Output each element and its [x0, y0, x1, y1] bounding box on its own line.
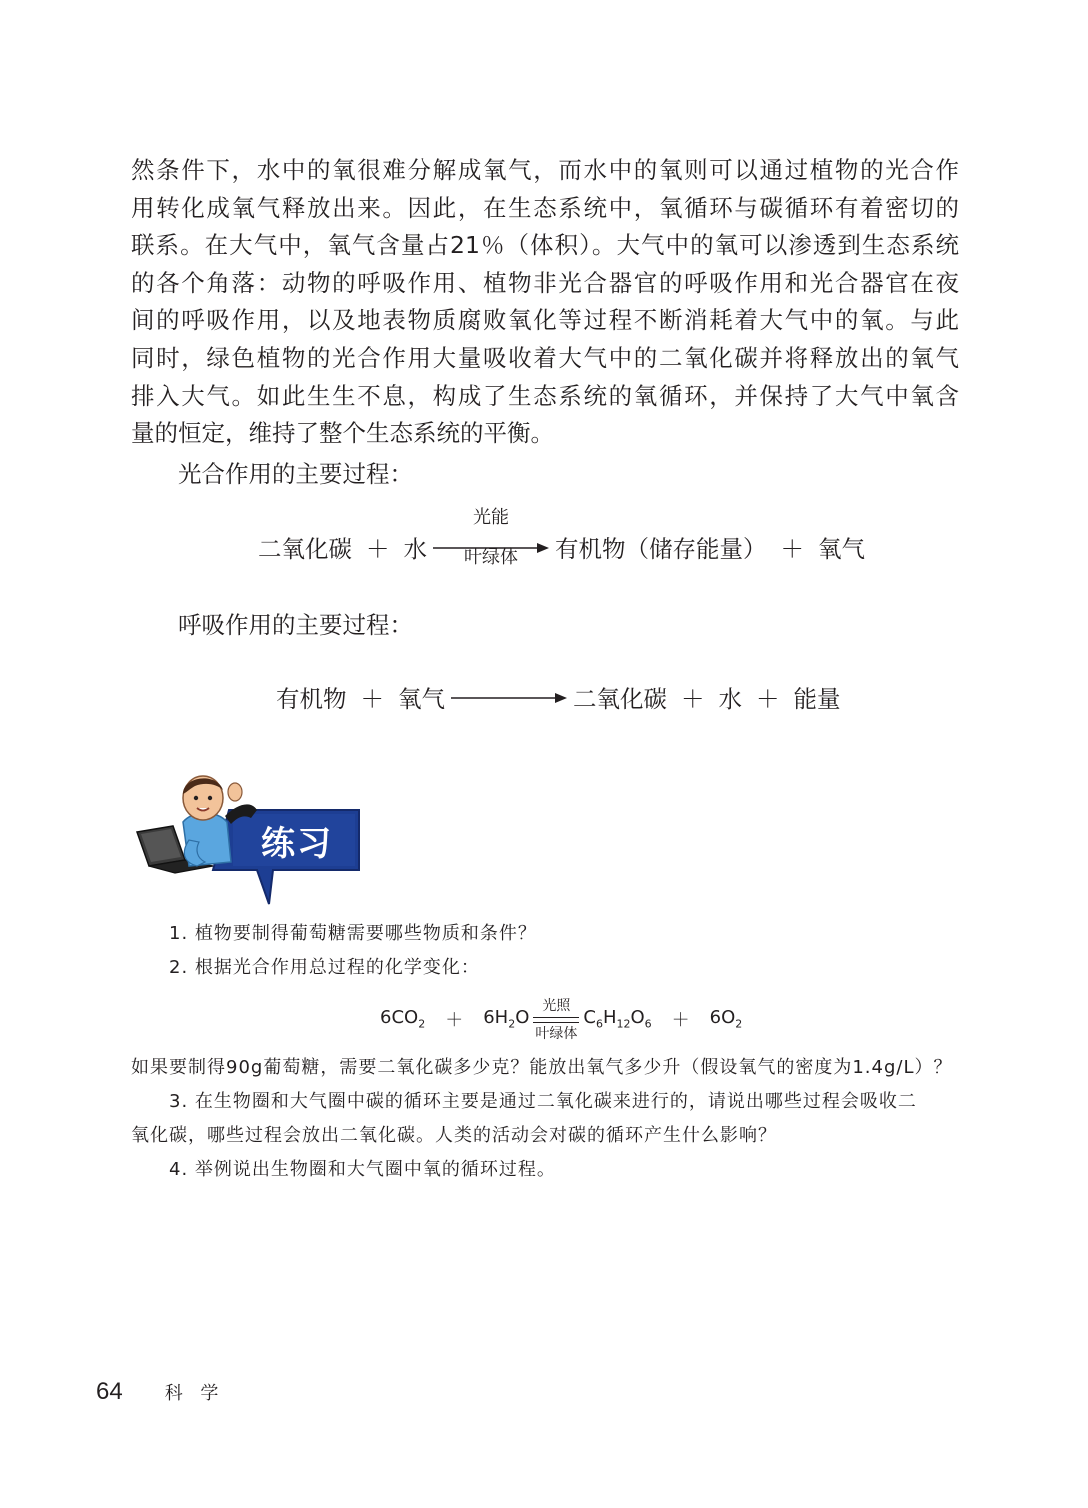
question-4: 4. 举例说出生物圈和大气圈中氧的循环过程。	[169, 1159, 556, 1180]
exercise-questions-continued	[131, 1051, 961, 1187]
plus-sign: ＋	[780, 535, 804, 563]
formula-glucose: $C_6H_{12}O_6$	[583, 1007, 652, 1031]
condition-chloroplast: 叶绿体	[535, 1026, 578, 1042]
plus-sign: ＋	[671, 1010, 690, 1031]
condition-chloroplast: 叶绿体	[464, 547, 518, 568]
reactant-organic: 有机物	[276, 685, 347, 713]
product-water: 水	[718, 685, 742, 713]
question-3-cont: 氧化碳，哪些过程会放出二氧化碳。人类的活动会对碳的循环产生什么影响？	[131, 1125, 777, 1146]
main-paragraph	[131, 152, 959, 453]
question-3: 3. 在生物圈和大气圈中碳的循环主要是通过二氧化碳来进行的，请说出哪些过程会吸收二	[169, 1091, 917, 1112]
plus-sign: ＋	[360, 685, 384, 713]
exercise-title: 练习	[261, 824, 333, 864]
reaction-arrow	[433, 507, 549, 568]
book-title: 科 学	[164, 1383, 225, 1404]
question-1: 1. 植物要制得葡萄糖需要哪些物质和条件？	[169, 923, 537, 944]
glucose-formula	[380, 995, 742, 1043]
photosynthesis-heading: 光合作用的主要过程：	[178, 460, 413, 488]
reactant-co2: 二氧化碳	[258, 535, 352, 563]
paragraph-line: 间的呼吸作用，以及地表物质腐败氧化等过程不断消耗着大气中的氧。与此	[131, 306, 959, 335]
paragraph-line: 然条件下，水中的氧很难分解成氧气，而水中的氧则可以通过植物的光合作	[131, 156, 959, 184]
paragraph-line: 的各个角落：动物的呼吸作用、植物非光合器官的呼吸作用和光合器官在夜	[131, 268, 959, 297]
reaction-arrow	[451, 683, 567, 711]
formula-condition	[533, 995, 579, 1043]
reactant-water: 水	[403, 535, 427, 563]
condition-light: 光能	[473, 507, 509, 528]
question-2: 2. 根据光合作用总过程的化学变化：	[169, 957, 480, 978]
page-number: 64	[96, 1378, 123, 1405]
product-oxygen: 氧气	[818, 535, 865, 563]
respiration-heading: 呼吸作用的主要过程：	[178, 611, 413, 639]
photosynthesis-equation	[258, 507, 865, 568]
page-footer	[96, 1378, 224, 1406]
paragraph-line: 用转化成氧气释放出来。因此，在生态系统中，氧循环与碳循环有着密切的	[131, 193, 959, 222]
equals-line	[533, 1017, 579, 1018]
product-energy: 能量	[793, 685, 841, 713]
plus-sign: ＋	[445, 1010, 464, 1031]
formula-h2o: $6H_2O$	[483, 1007, 530, 1031]
product-organic: 有机物（储存能量）	[555, 535, 767, 563]
paragraph-line: 排入大气。如此生生不息，构成了生态系统的氧循环，并保持了大气中氧含	[131, 381, 959, 410]
product-co2: 二氧化碳	[573, 685, 667, 713]
plus-sign: ＋	[681, 685, 705, 713]
paragraph-line: 同时，绿色植物的光合作用大量吸收着大气中的二氧化碳并将释放出的氧气	[131, 343, 959, 372]
respiration-equation	[276, 680, 841, 714]
paragraph-line: 联系。在大气中，氧气含量占21％（体积）。大气中的氧可以渗透到生态系统	[131, 231, 959, 260]
reactant-oxygen: 氧气	[398, 685, 445, 713]
plus-sign: ＋	[366, 535, 390, 563]
exercise-questions	[131, 917, 961, 985]
question-2-followup: 如果要制得90g葡萄糖，需要二氧化碳多少克？能放出氧气多少升（假设氧气的密度为1.4g/L）？	[131, 1057, 953, 1078]
exercise-banner	[133, 770, 365, 910]
paragraph-line: 量的恒定，维持了整个生态系统的平衡。	[131, 419, 554, 448]
condition-light: 光照	[542, 998, 571, 1014]
formula-co2: $6CO_2$	[380, 1007, 426, 1031]
plus-sign: ＋	[756, 685, 780, 713]
formula-o2: $6O_2$	[709, 1007, 743, 1031]
arrow-icon	[451, 691, 567, 705]
